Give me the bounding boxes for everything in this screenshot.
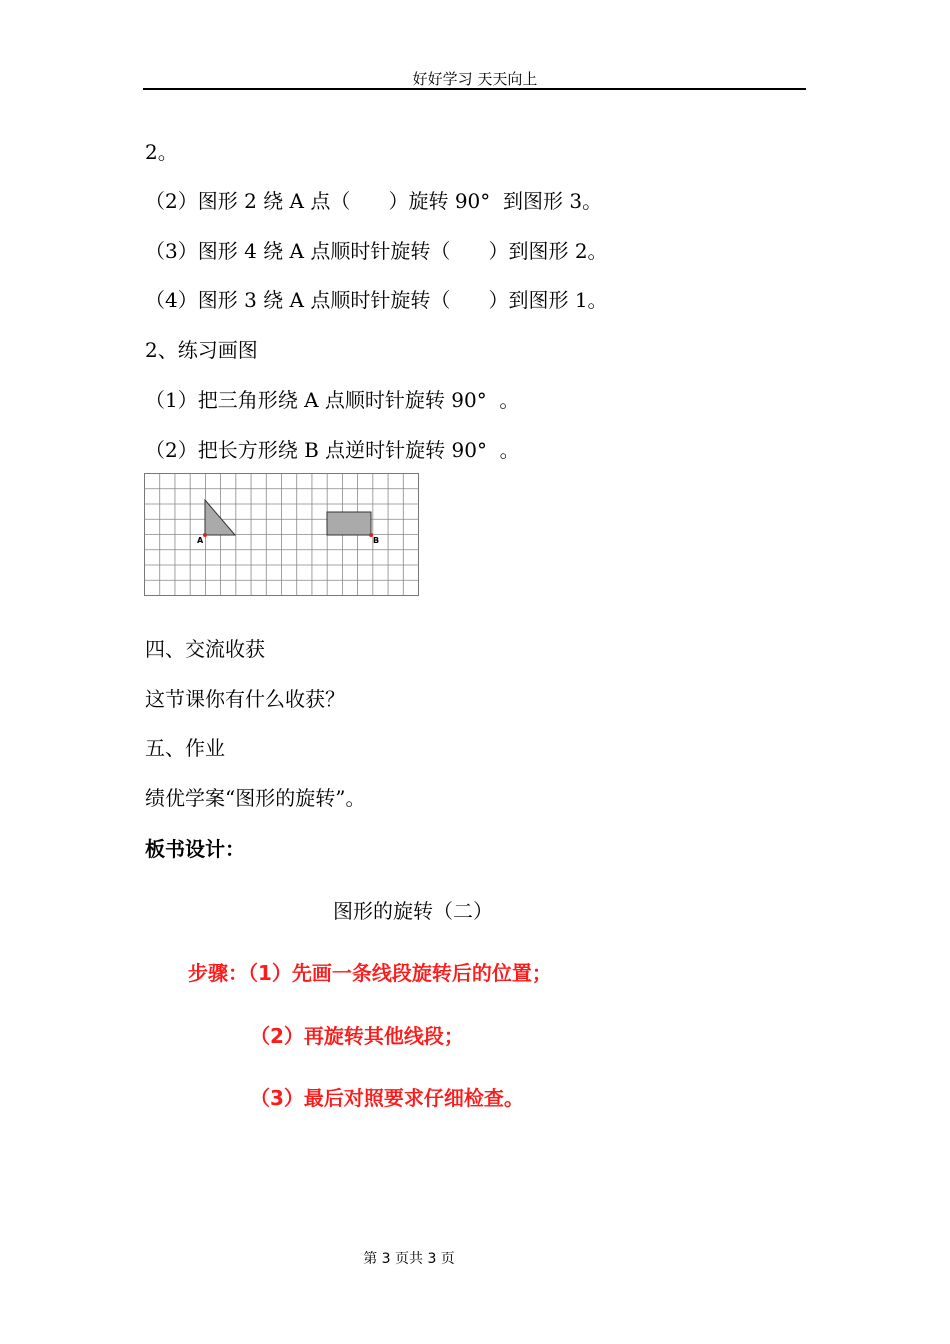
section-heading-practice: 2、练习画图	[145, 338, 258, 362]
reflection-question: 这节课你有什么收获？	[145, 687, 345, 711]
question-4: （4）图形 3 绕 A 点顺时针旋转（ ）到图形 1。	[145, 288, 608, 312]
point-a-marker	[203, 533, 207, 537]
section-heading-4: 四、交流收获	[145, 637, 265, 661]
header-divider	[143, 88, 806, 90]
page-footer: 第 3 页共 3 页	[363, 1251, 455, 1267]
text-line-1: 2。	[145, 140, 178, 164]
board-design-heading: 板书设计：	[145, 837, 245, 861]
rectangle-shape	[327, 512, 371, 535]
step-3: （3）最后对照要求仔细检查。	[250, 1086, 524, 1110]
practice-item-1: （1）把三角形绕 A 点顺时针旋转 90° 。	[145, 388, 520, 412]
practice-item-2: （2）把长方形绕 B 点逆时针旋转 90° 。	[145, 438, 520, 462]
step-1: 步骤：（1）先画一条线段旋转后的位置；	[188, 961, 552, 985]
question-2: （2）图形 2 绕 A 点（ ）旋转 90° 到图形 3。	[145, 189, 603, 213]
rotation-grid-figure	[144, 473, 420, 601]
point-b-label: B	[373, 536, 380, 545]
question-3: （3）图形 4 绕 A 点顺时针旋转（ ）到图形 2。	[145, 239, 608, 263]
board-title: 图形的旋转（二）	[333, 899, 493, 923]
page-header: 好好学习 天天向上	[412, 70, 538, 88]
section-heading-5: 五、作业	[145, 736, 225, 760]
homework-text: 绩优学案“图形的旋转”。	[145, 786, 366, 810]
step-2: （2）再旋转其他线段；	[250, 1024, 464, 1048]
grid-svg	[144, 473, 420, 597]
point-a-label: A	[197, 536, 204, 545]
